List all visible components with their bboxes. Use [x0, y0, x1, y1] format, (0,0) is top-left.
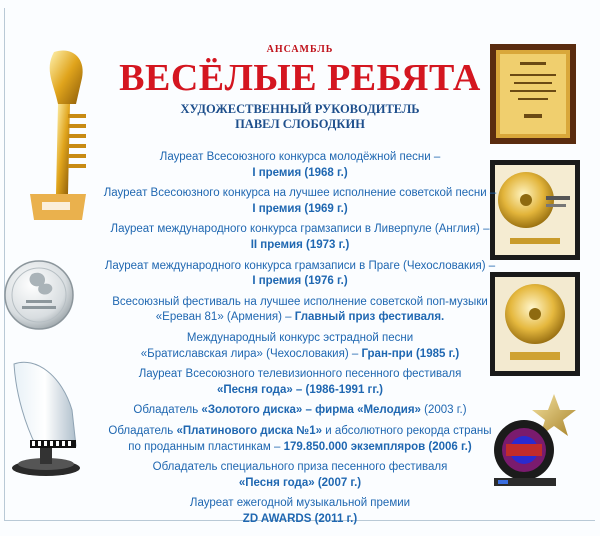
award-item: Лауреат Всесоюзного конкурса молодёжной песни – I премия (1968 г.) [159, 151, 441, 179]
director-line-2: ПАВЕЛ СЛОБОДКИН [235, 117, 365, 131]
award-item: Лауреат международного конкурса грамзаписи в Праге (Чехословакия) – I премия (1976 г.) [104, 259, 496, 288]
award-item: Международный конкурс эстрадной песни «Братиславская лира» (Чехословакия) – Гран-при (1985 г.) [140, 331, 460, 360]
page-title: ВЕСЁЛЫЕ РЕБЯТА [119, 57, 481, 99]
ensemble-label: АНСАМБЛЬ [266, 44, 334, 55]
award-item: Всесоюзный фестиваль на лучшее исполнение советской поп-музыки «Ереван 81» (Армения) – Главный приз фестиваля. [112, 295, 488, 324]
award-item: Лауреат Всесоюзного телевизионного песенного фестиваля «Песня года» – (1986-1991 гг.) [138, 368, 462, 396]
award-item: Лауреат ежегодной музыкальной премии ZD AWARDS (2011 г.) [189, 497, 411, 525]
medal-icon [2, 258, 76, 332]
director-line-1: ХУДОЖЕСТВЕННЫЙ РУКОВОДИТЕЛЬ [180, 102, 420, 116]
award-item: Обладатель специального приза песенного фестиваля «Песня года» (2007 г.) [152, 461, 448, 489]
awards-list [88, 150, 512, 532]
award-item: Обладатель «Золотого диска» – фирма «Мелодия» (2003 г.) [133, 404, 467, 417]
director-credit [0, 102, 600, 132]
award-item: Обладатель «Платинового диска №1» и абсолютного рекорда страны по проданным пластинкам – 179.850.000 экземпляров (2006 г.) [108, 424, 492, 453]
award-item: Лауреат международного конкурса грамзаписи в Ливерпуле (Англия) – II премия (1973 г.) [110, 223, 490, 251]
piano-trophy-icon [6, 356, 88, 482]
award-item: Лауреат Всесоюзного конкурса на лучшее исполнение советской песни – I премия (1969 г.) [103, 187, 497, 215]
